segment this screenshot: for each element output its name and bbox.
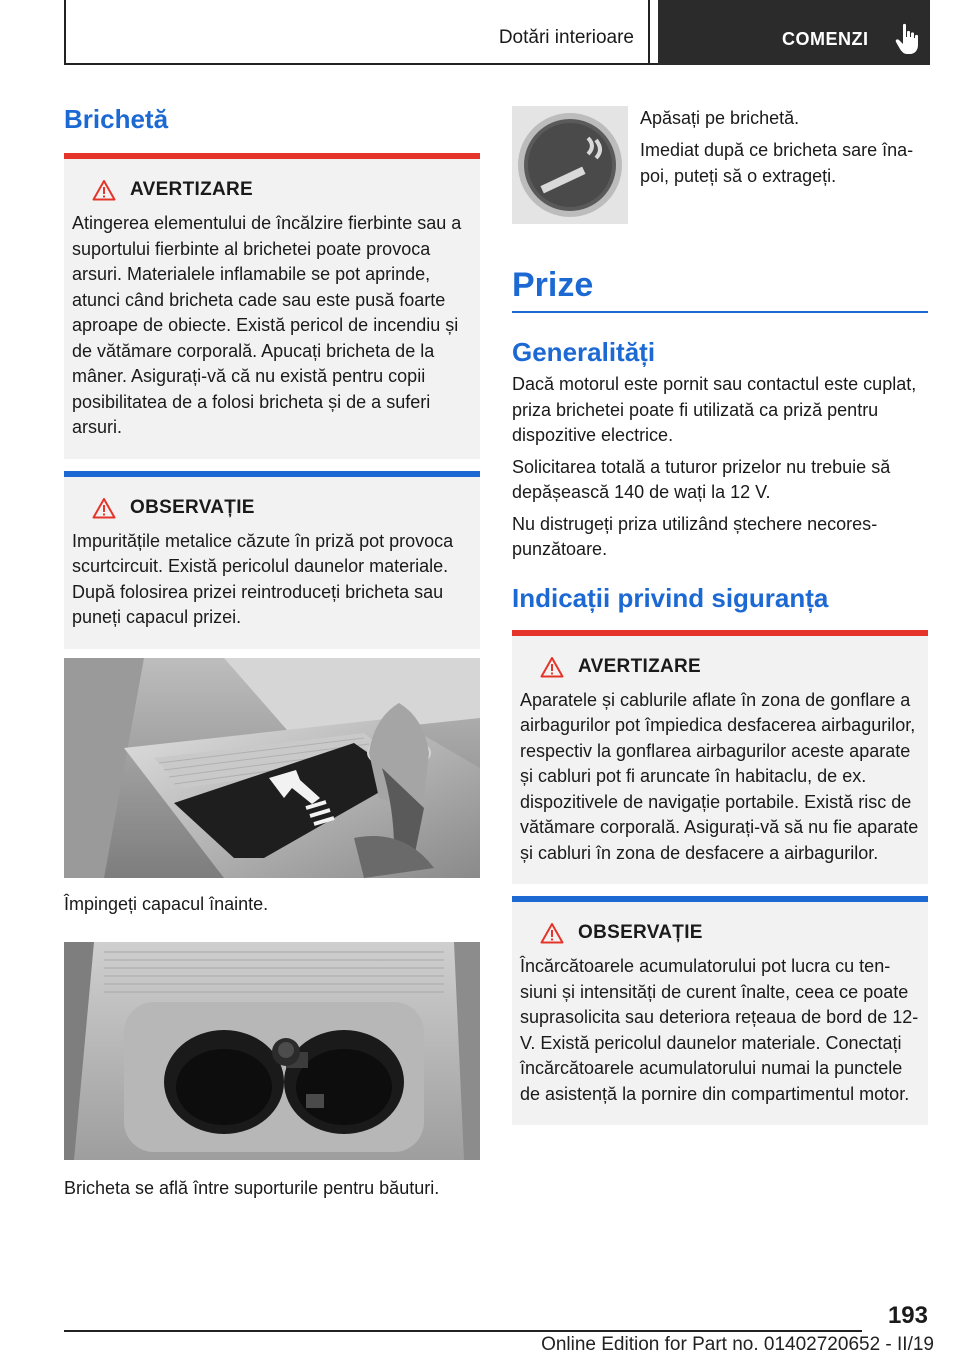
lighter-instruction-2: Imediat după ce bricheta sare înapoi, puteți să o extrageți.: [640, 140, 914, 186]
hand-pointer-icon: [894, 22, 922, 56]
warning-text: Atingerea elementului de încălzire fierbinte sau a suportului fierbinte al brichetei poate provoca arsuri. Materialele inflamabile se pot aprinde, atunci când bricheta cade sau este pusă foarte aproape de obiecte. Există pericol de incendiu și de vătămare corporală. Apucați bricheta de la mâner. Asigurați-vă că nu există pentru copii posibilitatea de a folosi bricheta și de a suferi arsuri.: [72, 213, 462, 437]
safety-notice-heading: [540, 922, 920, 944]
footer-edition: Online Edition for Part no. 01402720652 - II/19: [541, 1334, 934, 1355]
page-number: 193: [887, 1302, 928, 1329]
section-rule: [512, 311, 928, 313]
section-title-sockets: Prize: [512, 266, 594, 304]
header-chapter-title: COMENZI: [782, 29, 869, 49]
caption-lighter-location: Bricheta se află între suporturile pentru băuturi.: [64, 1178, 440, 1198]
notice-triangle-icon: [540, 922, 564, 944]
console-cover-photo: [64, 658, 480, 878]
lighter-photo: [512, 106, 628, 224]
safety-warning-label: AVERTIZARE: [578, 655, 701, 677]
header-section-title: Dotări interioare: [498, 27, 634, 48]
general-para-1: Dacă motorul este pornit sau contactul este cuplat, priza brichetei poate fi utilizată ca priză pentru dispozitive electrice.: [512, 374, 917, 445]
section-title-lighter: Brichetă: [64, 104, 169, 134]
notice-box: [64, 471, 480, 649]
subsection-general: Generalități: [512, 337, 656, 367]
header-chapter-tab[interactable]: [658, 0, 930, 65]
lighter-instruction-1: Apăsați pe brichetă.: [640, 108, 800, 128]
right-column: [512, 266, 928, 1125]
cup-holders-photo: [64, 942, 480, 1160]
warning-heading: [92, 179, 472, 201]
notice-heading: [92, 497, 472, 519]
header-section-tab[interactable]: [64, 0, 650, 65]
warning-label: AVERTIZARE: [130, 179, 253, 200]
footer-rule: [64, 1330, 862, 1332]
warning-box: [64, 153, 480, 459]
subsection-safety: Indicații privind siguranța: [512, 582, 829, 613]
notice-triangle-icon: [92, 497, 116, 519]
safety-notice-text: Încărcătoarele acumulatorului pot lucra cu tensiuni și intensități de curent înalte, ceea ce poate suprasolicita sau deteriora rețeaua de bord de 12-V. Există pericolul daunelor materiale. Conectați încărcătoarele acumulatorului numai la punctele de asistență la pornire din compartimentul motor.: [520, 956, 919, 1104]
general-para-2: Solicitarea totală a tuturor prizelor nu trebuie să depășească 140 de wați la 12 V.: [512, 456, 891, 502]
notice-text: Impuritățile metalice căzute în priză pot provoca scurtcircuit. Există pericolul daunelor materiale. După folosirea prizei reintroduceți bricheta sau puneți capacul prizei.: [72, 530, 454, 627]
safety-warning-text: Aparatele și cablurile aflate în zona de gonflare a airbagurilor pot împiedica desfacerea airbagurilor, respectiv la gonflarea airbagurilor aceste aparate și cabluri pot fi aruncate în habitaclu, de ex. dispozitivele de navigație portabile. Există risc de vătămare corporală. Asigurați-vă să nu fie aparate și cabluri în zona de desfacere a airbagurilor.: [520, 689, 919, 863]
safety-warning-heading: [540, 656, 920, 678]
warning-triangle-icon: [92, 179, 116, 201]
safety-warning-box: [512, 630, 928, 885]
notice-label: OBSERVAȚIE: [130, 496, 255, 518]
warning-triangle-icon: [540, 656, 564, 678]
left-column: [64, 100, 480, 649]
general-para-3: Nu distrugeți priza utilizând ștechere necorespunzătoare.: [512, 513, 878, 559]
caption-push-cover: Împingeți capacul înainte.: [64, 894, 269, 914]
safety-notice-box: [512, 896, 928, 1125]
safety-notice-label: OBSERVAȚIE: [578, 922, 703, 943]
